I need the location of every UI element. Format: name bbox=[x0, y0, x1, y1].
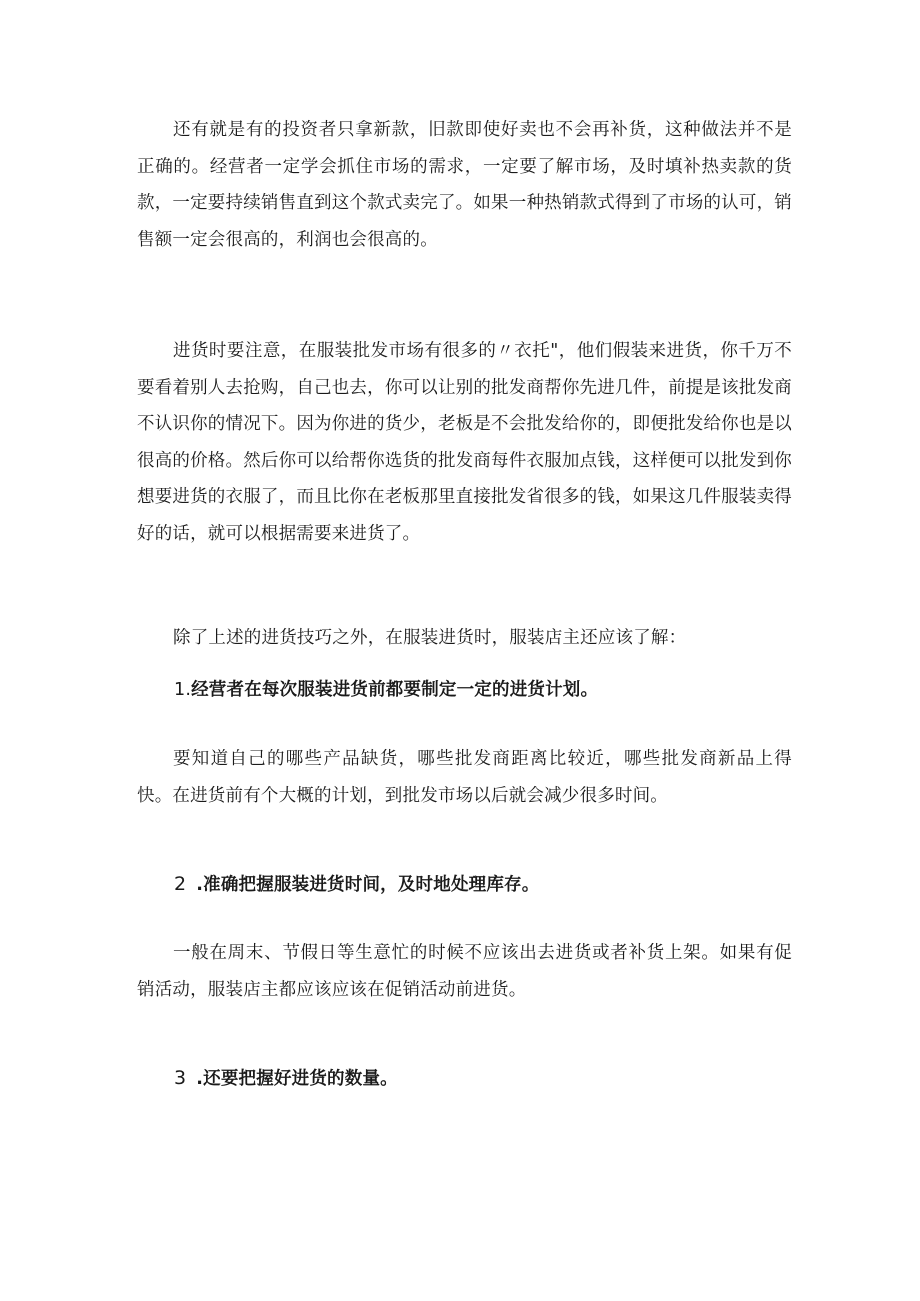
heading-text: 经营者在每次服装进货前都要制定一定的进货计划。 bbox=[191, 680, 599, 700]
heading-number: 3 bbox=[174, 1067, 187, 1089]
heading-purchase-quantity bbox=[174, 1063, 794, 1094]
heading-text: .准确把握服装进货时间，及时地处理库存。 bbox=[196, 875, 540, 895]
heading-purchase-timing bbox=[174, 869, 794, 900]
heading-purchase-plan bbox=[174, 675, 794, 705]
paragraph-know-shortages: 要知道自己的哪些产品缺货，哪些批发商距离比较近，哪些批发商新品上得快。在进货前有个大概的计划，到批发市场以后就会减少很多时间。 bbox=[137, 749, 792, 806]
paragraph-other-tips-intro: 除了上述的进货技巧之外，在服装进货时，服装店主还应该了解： bbox=[173, 628, 687, 648]
paragraph-clothing-shills: 进货时要注意，在服装批发市场有很多的〃衣托"，他们假装来进货，你千万不要看着别人去抢购，自己也去，你可以让别的批发商帮你先进几件，前提是该批发商不认识你的情况下。因为你进的货少，老板是不会批发给你的，即便批发给你也是以很高的价格。然后你可以给帮你选货的批发商每件衣服加点钱，这样便可以批发到你想要进货的衣服了，而且比你在老板那里直接批发省很多的钱，如果这几件服装卖得好的话，就可以根据需要来进货了。 bbox=[137, 341, 792, 544]
paragraph-restock-advice: 还有就是有的投资者只拿新款，旧款即使好卖也不会再补货，这种做法并不是正确的。经营者一定学会抓住市场的需求，一定要了解市场，及时填补热卖款的货款，一定要持续销售直到这个款式卖完了。如果一种热销款式得到了市场的认可，销售额一定会很高的，利润也会很高的。 bbox=[137, 120, 792, 250]
heading-number: 2 bbox=[174, 873, 187, 895]
paragraph-busy-days: 一般在周末、节假日等生意忙的时候不应该出去进货或者补货上架。如果有促销活动，服装店主都应该应该在促销活动前进货。 bbox=[137, 943, 792, 1000]
heading-text: .还要把握好进货的数量。 bbox=[196, 1069, 398, 1089]
heading-number: 1. bbox=[174, 680, 192, 700]
